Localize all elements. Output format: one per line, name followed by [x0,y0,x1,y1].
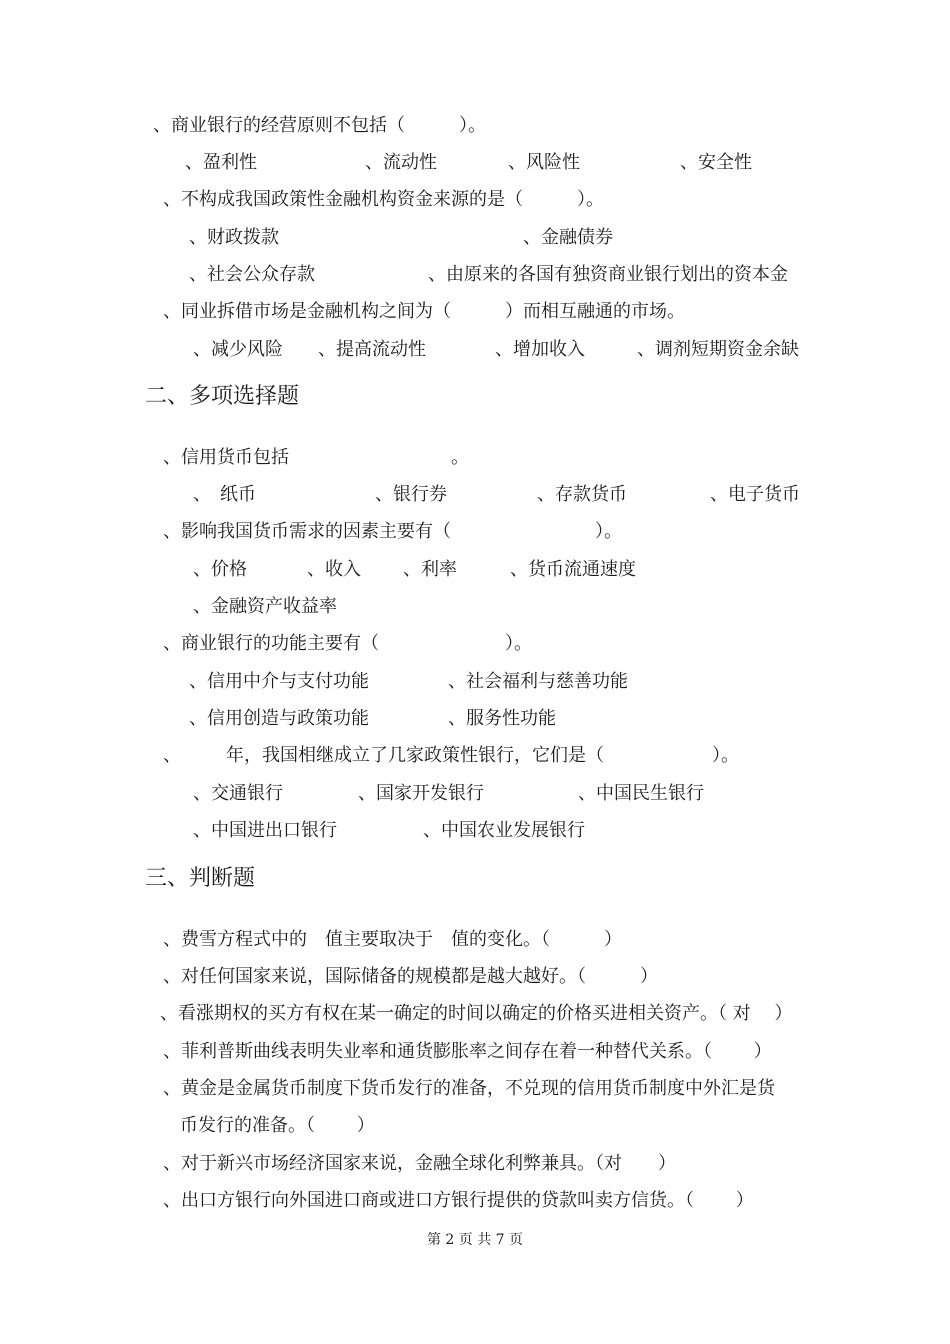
question-stem: 、商业银行的功能主要有（ ）。 [163,633,532,654]
page-footer: 第 2 页 共 7 页 [426,1232,524,1248]
option-c: 、利率 [403,559,457,580]
option-b: 、流动性 [365,152,437,173]
option-c: 、风险性 [508,152,580,173]
option-e: 、金融资产收益率 [193,596,337,617]
option-b: 、银行券 [375,484,447,505]
question-stem: 、影响我国货币需求的因素主要有（ ）。 [163,521,622,542]
question-stem: 、信用货币包括 。 [163,447,469,468]
option-b: 、社会福利与慈善功能 [448,671,628,692]
option-a: 、盈利性 [185,152,257,173]
option-a: 、减少风险 [193,339,283,360]
question-stem: 、不构成我国政策性金融机构资金来源的是（ ）。 [163,189,604,210]
option-d: 、电子货币 [710,484,800,505]
option-a: 、信用中介与支付功能 [189,671,369,692]
true-false-item: 、费雪方程式中的 值主要取决于 值的变化。（ ） [163,929,622,950]
option-e: 、中国农业发展银行 [423,820,585,841]
option-c: 、社会公众存款 [189,264,315,285]
option-d: 、中国进出口银行 [193,820,337,841]
option-a: 、财政拨款 [189,227,279,248]
true-false-item: 、看涨期权的买方有权在某一确定的时间以确定的价格买进相关资产。（ 对 ） [160,1003,793,1024]
question-stem: 、同业拆借市场是金融机构之间为（ ）而相互融通的市场。 [163,301,685,322]
option-a: 、交通银行 [193,783,283,804]
true-false-item: 、菲利普斯曲线表明失业率和通货膨胀率之间存在着一种替代关系。（ ） [163,1041,772,1062]
option-b: 、金融债券 [523,227,613,248]
option-c: 、信用创造与政策功能 [189,708,369,729]
true-false-item: 、出口方银行向外国进口商或进口方银行提供的贷款叫卖方信货。（ ） [163,1190,754,1211]
option-a: 、 纸币 [193,484,256,505]
option-b: 、收入 [307,559,361,580]
option-a: 、价格 [193,559,247,580]
section-title: 二、多项选择题 [145,384,300,409]
option-d: 、货币流通速度 [510,559,636,580]
option-b: 、国家开发银行 [358,783,484,804]
option-c: 、存款货币 [537,484,627,505]
option-d: 、安全性 [680,152,752,173]
question-stem: 、商业银行的经营原则不包括（ ）。 [153,115,486,136]
true-false-item-continuation: 币发行的准备。（ ） [180,1115,375,1136]
option-d: 、由原来的各国有独资商业银行划出的资本金 [428,264,788,285]
true-false-item: 、对于新兴市场经济国家来说，金融全球化利弊兼具。（对 ） [163,1153,676,1174]
option-b: 、提高流动性 [318,339,426,360]
true-false-item: 、黄金是金属货币制度下货币发行的准备，不兑现的信用货币制度中外汇是货 [163,1078,775,1099]
option-c: 、增加收入 [495,339,585,360]
question-stem: 、 年，我国相继成立了几家政策性银行，它们是（ ）。 [163,745,739,766]
option-d: 、调剂短期资金余缺 [637,339,799,360]
true-false-item: 、对任何国家来说，国际储备的规模都是越大越好。（ ） [163,966,658,987]
option-d: 、服务性功能 [448,708,556,729]
option-c: 、中国民生银行 [578,783,704,804]
section-title: 三、判断题 [145,866,256,891]
